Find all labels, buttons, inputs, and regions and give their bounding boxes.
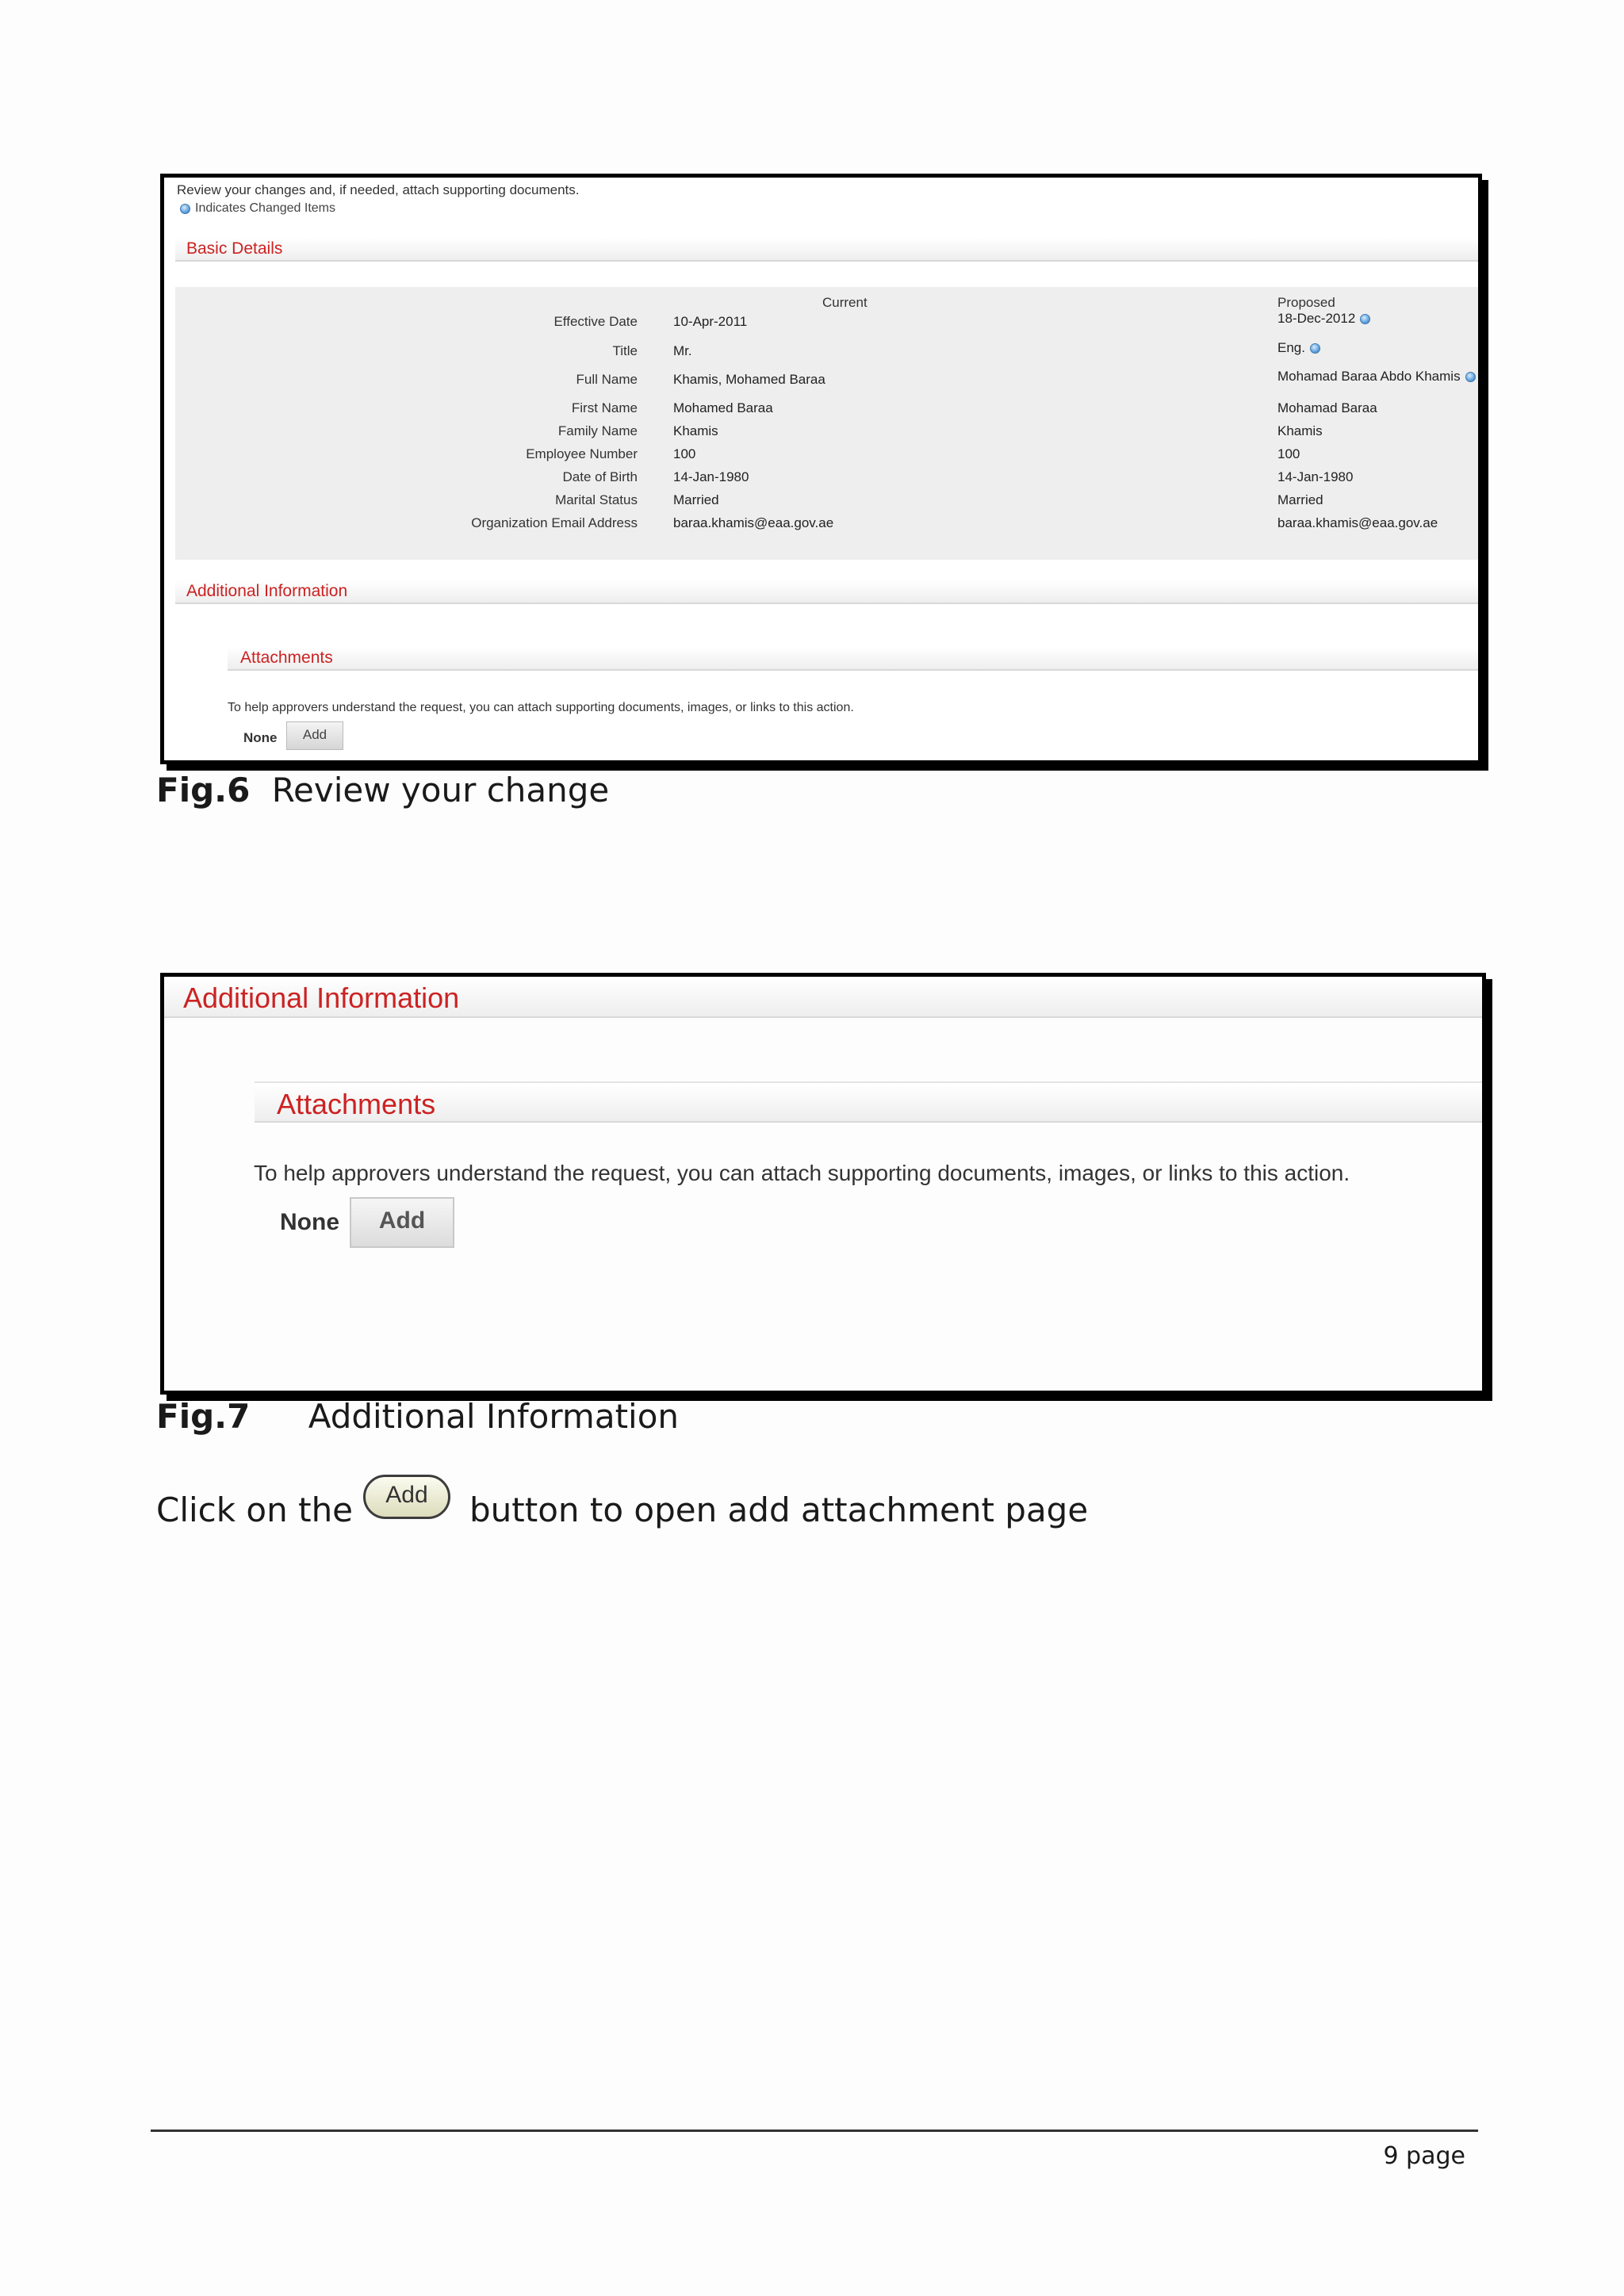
attachments-header: Attachments (228, 647, 1478, 671)
current-value: Khamis (673, 423, 718, 438)
footer-divider (151, 2130, 1478, 2132)
page-number: 9 page (1383, 2142, 1465, 2170)
basic-details-header: Basic Details (175, 238, 1478, 262)
instruction-text-after: button to open add attachment page (469, 1490, 1089, 1529)
no-attachments-label: None (243, 730, 278, 745)
review-intro-text: Review your changes and, if needed, attach supporting documents. (177, 182, 580, 197)
details-panel (175, 287, 1478, 560)
fig7-caption (156, 1397, 679, 1436)
current-value: 10-Apr-2011 (673, 314, 748, 329)
current-value: Mr. (673, 343, 692, 358)
changed-items-legend (180, 201, 335, 216)
current-value: Mohamed Baraa (673, 400, 773, 415)
current-value: 100 (673, 446, 696, 461)
no-attachments-label: None (280, 1209, 339, 1235)
legend-text: Indicates Changed Items (195, 201, 335, 215)
proposed-value (1277, 311, 1370, 327)
proposed-value-text: Mohamad Baraa (1277, 400, 1377, 415)
attachments-help-text: To help approvers understand the request, you can attach supporting documents, images, or links to this action. (254, 1161, 1350, 1185)
proposed-column-header: Proposed (1277, 295, 1335, 310)
changed-item-icon (1310, 343, 1320, 354)
detail-label: Employee Number (526, 446, 638, 461)
proposed-value (1277, 369, 1476, 385)
detail-label: Full Name (576, 372, 638, 387)
additional-info-header: Additional Information (175, 580, 1478, 604)
fig6-caption (156, 771, 609, 809)
inline-add-button-image: Add (363, 1475, 450, 1519)
proposed-value-text: 100 (1277, 446, 1300, 461)
proposed-value (1277, 469, 1353, 485)
instruction-text-before: Click on the (156, 1490, 354, 1529)
proposed-value (1277, 423, 1323, 439)
current-value: baraa.khamis@eaa.gov.ae (673, 515, 834, 530)
detail-label: Marital Status (555, 492, 638, 507)
proposed-value-text: Mohamad Baraa Abdo Khamis (1277, 369, 1461, 384)
fig7-number: Fig.7 (156, 1397, 251, 1436)
changed-item-icon (180, 204, 190, 214)
detail-label: Date of Birth (562, 469, 638, 484)
proposed-value-text: Eng. (1277, 340, 1305, 355)
detail-label: Family Name (557, 423, 638, 438)
fig6-title: Review your change (271, 771, 610, 809)
proposed-value-text: 18-Dec-2012 (1277, 311, 1356, 326)
proposed-value-text: Khamis (1277, 423, 1323, 438)
fig6-screenshot (160, 174, 1482, 764)
detail-label: Effective Date (553, 314, 638, 329)
current-column-header: Current (822, 295, 868, 310)
add-attachment-button[interactable]: Add (286, 721, 343, 750)
detail-label: Organization Email Address (471, 515, 638, 530)
proposed-value (1277, 515, 1438, 531)
fig6-number: Fig.6 (156, 771, 251, 809)
fig7-screenshot (160, 973, 1486, 1395)
proposed-value (1277, 340, 1320, 356)
proposed-value-text: 14-Jan-1980 (1277, 469, 1354, 484)
proposed-value-text: baraa.khamis@eaa.gov.ae (1277, 515, 1438, 530)
changed-item-icon (1465, 372, 1476, 382)
attachments-help-text: To help approvers understand the request, you can attach supporting documents, images, or links to this action. (228, 701, 854, 714)
proposed-value (1277, 446, 1300, 462)
detail-label: Title (612, 343, 638, 358)
proposed-value-text: Married (1277, 492, 1323, 507)
attachments-header: Attachments (255, 1081, 1482, 1123)
changed-item-icon (1360, 314, 1370, 324)
proposed-value (1277, 492, 1323, 508)
current-value: Khamis, Mohamed Baraa (673, 372, 825, 387)
current-value: Married (673, 492, 719, 507)
fig7-title: Additional Information (308, 1397, 680, 1436)
current-value: 14-Jan-1980 (673, 469, 749, 484)
proposed-value (1277, 400, 1377, 416)
additional-info-header: Additional Information (164, 977, 1482, 1018)
add-attachment-button[interactable]: Add (350, 1197, 454, 1248)
detail-label: First Name (571, 400, 638, 415)
